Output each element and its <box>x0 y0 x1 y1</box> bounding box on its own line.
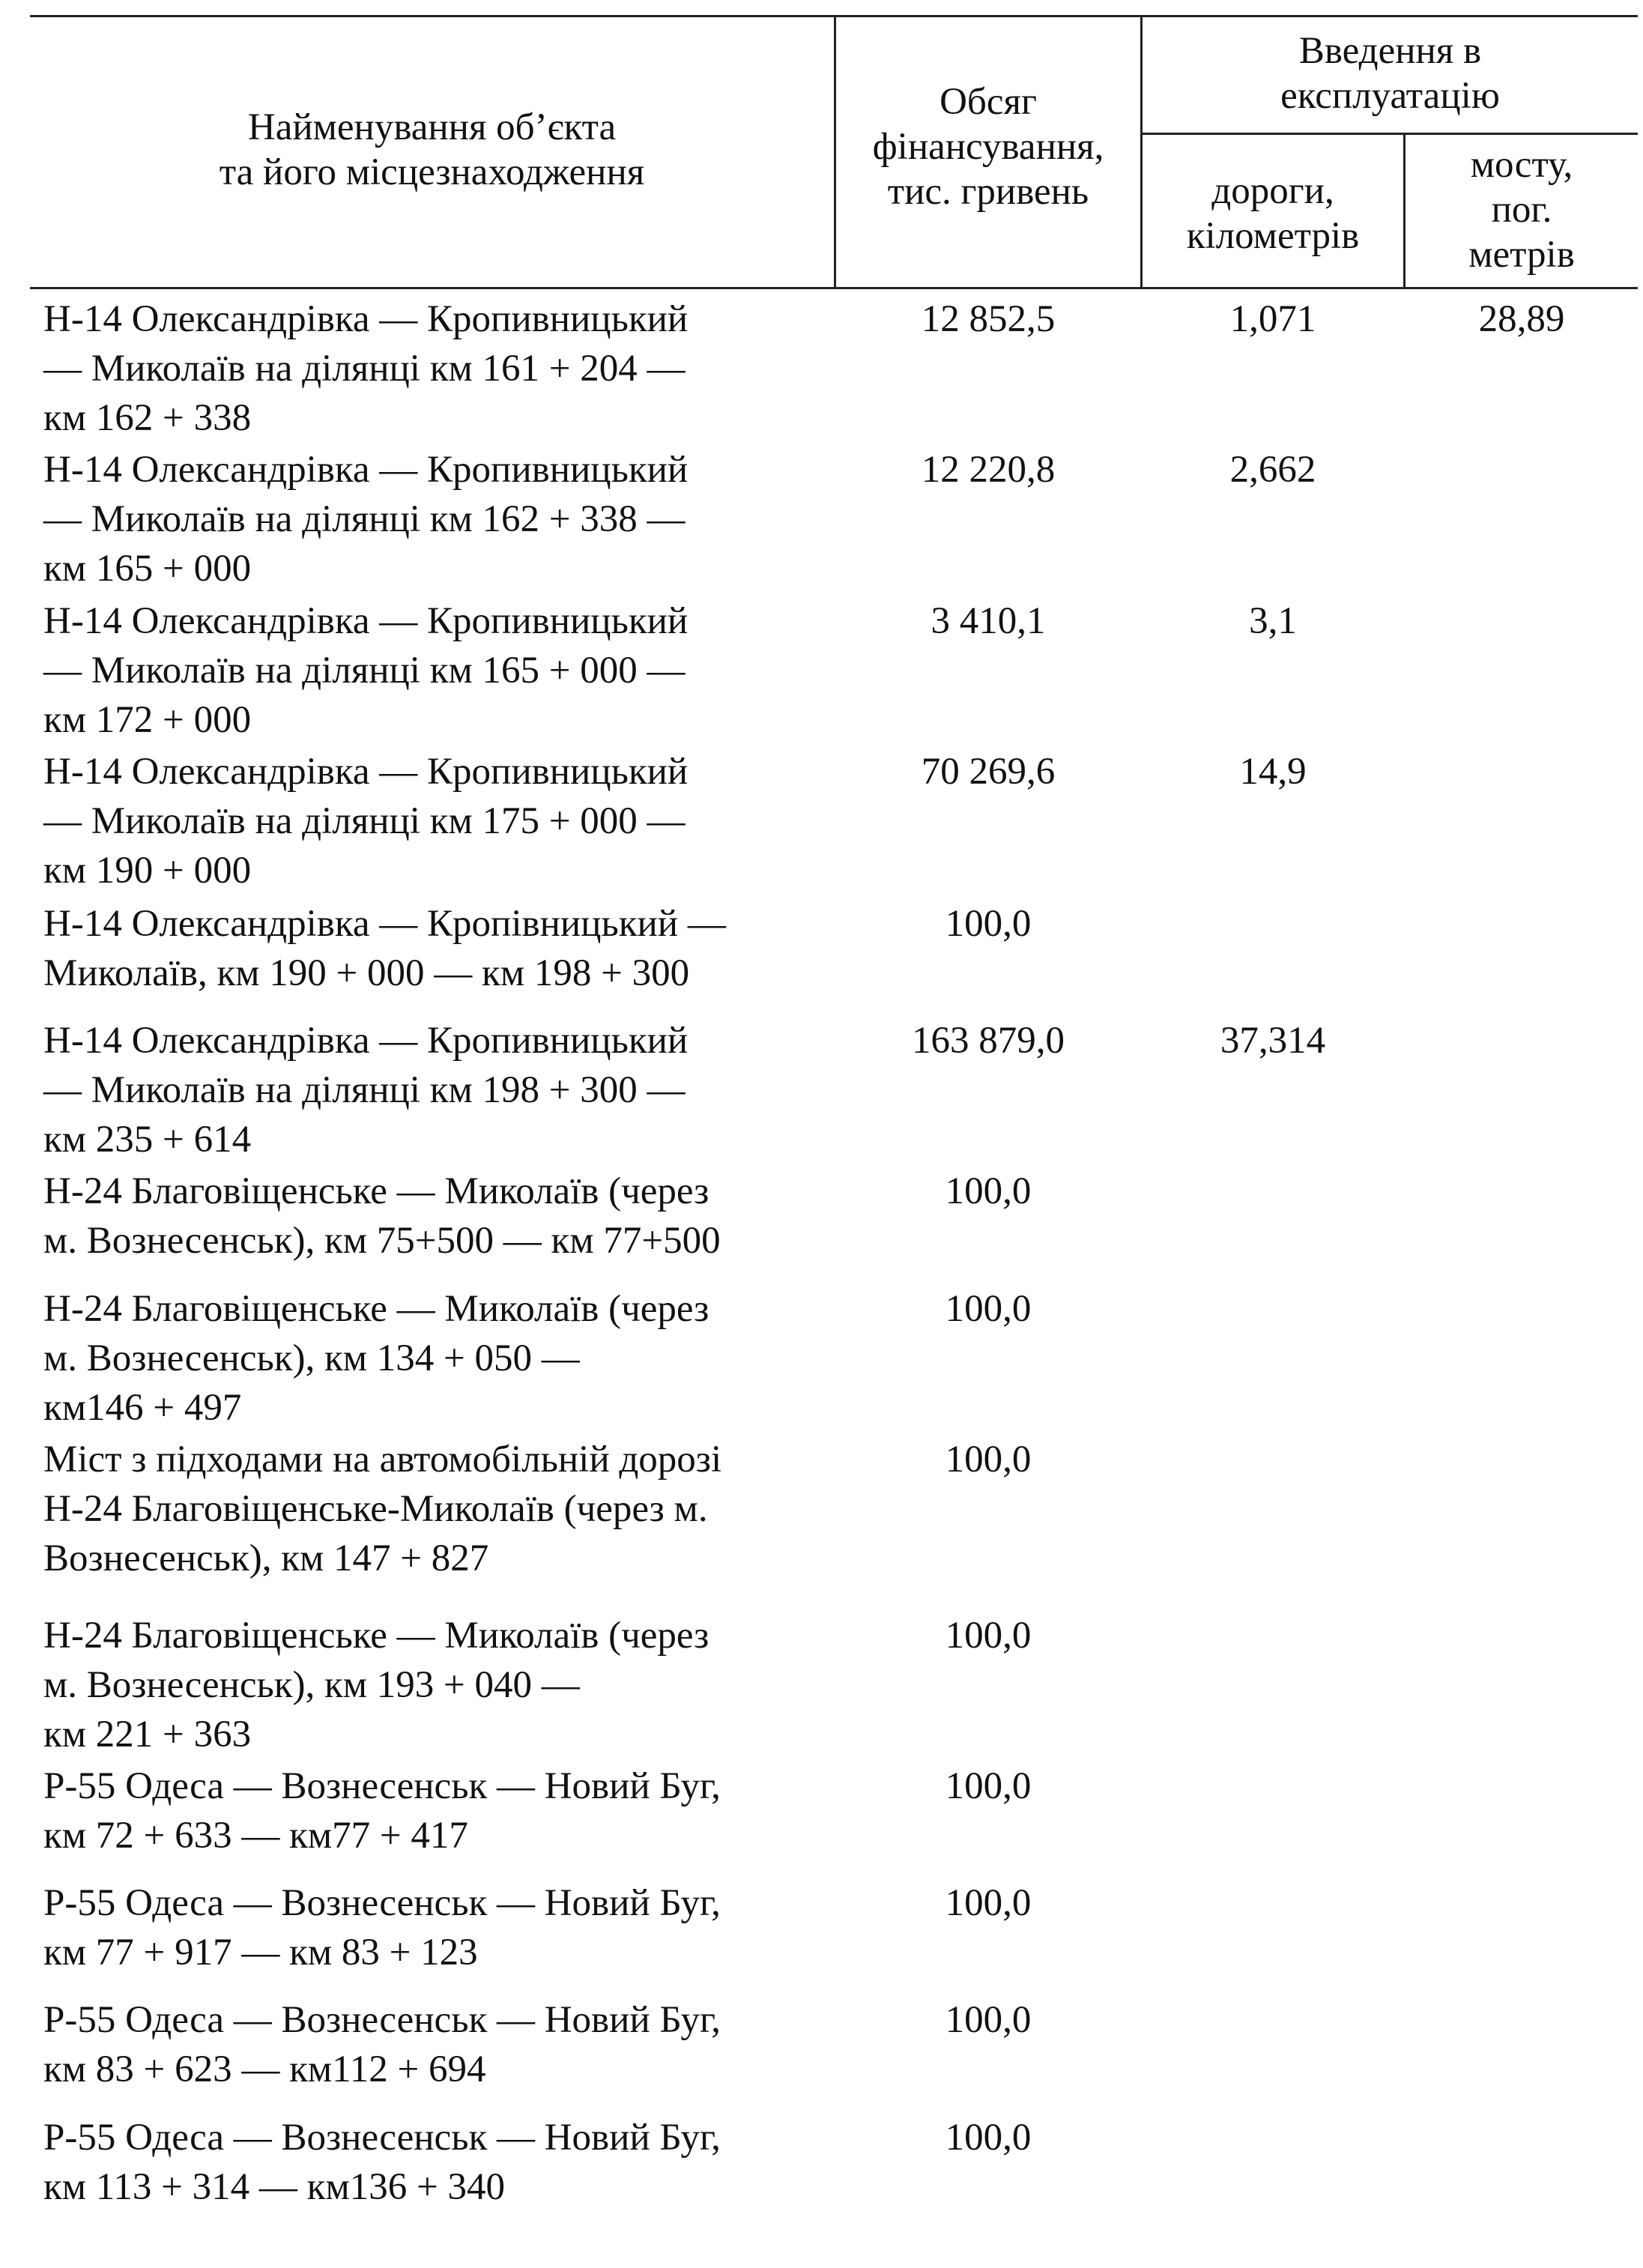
object-name-cell: Н-14 Олександрівка — Кропівницький — Миколаїв, км 190 + 000 — км 198 + 300 <box>43 903 726 994</box>
road-km-cell: 37,314 <box>1220 1020 1326 1062</box>
object-name-cell: Р-55 Одеса — Вознесенськ — Новий Буг, км 77 + 917 — км 83 + 123 <box>43 1882 721 1974</box>
financing-cell: 100,0 <box>945 1999 1032 2041</box>
header-commissioning: Введення в експлуатацію <box>1280 30 1500 117</box>
object-name-cell: Міст з підходами на автомобільній дорозі Н-24 Благовіщенське-Миколаїв (через м. Вознесенськ), км 147 + 827 <box>43 1439 722 1579</box>
financing-cell: 100,0 <box>945 903 1032 945</box>
commissioning-subheader-rule <box>1140 133 1638 135</box>
bridge-m-cell: 28,89 <box>1478 298 1565 340</box>
financing-cell: 12 220,8 <box>921 449 1056 491</box>
object-name-cell: Р-55 Одеса — Вознесенськ — Новий Буг, км 83 + 623 — км112 + 694 <box>43 1999 721 2090</box>
object-name-cell: Н-24 Благовіщенське — Миколаїв (через м. Вознесенськ), км 75+500 — км 77+500 <box>43 1170 721 1262</box>
financing-cell: 163 879,0 <box>912 1020 1065 1062</box>
object-name-cell: Н-24 Благовіщенське — Миколаїв (через м. Вознесенськ), км 134 + 050 — км146 + 497 <box>43 1288 709 1429</box>
header-road-km: дороги, кілометрів <box>1186 170 1360 257</box>
financing-cell: 100,0 <box>945 1439 1032 1481</box>
header-object-name: Найменування об’єкта та його місцезнаходження <box>219 106 645 193</box>
financing-cell: 100,0 <box>945 1882 1032 1924</box>
financing-cell: 3 410,1 <box>931 600 1046 642</box>
financing-cell: 100,0 <box>945 1765 1032 1807</box>
object-name-cell: Н-14 Олександрівка — Кропивницький — Миколаїв на ділянці км 161 + 204 — км 162 + 338 <box>43 298 689 439</box>
road-km-cell: 3,1 <box>1249 600 1297 642</box>
road-km-cell: 1,071 <box>1229 298 1316 340</box>
financing-cell: 100,0 <box>945 1170 1032 1212</box>
object-name-cell: Р-55 Одеса — Вознесенськ — Новий Буг, км 113 + 314 — км136 + 340 <box>43 2117 721 2208</box>
object-name-cell: Р-55 Одеса — Вознесенськ — Новий Буг, км 72 + 633 — км77 + 417 <box>43 1765 721 1857</box>
financing-cell: 12 852,5 <box>921 298 1056 340</box>
road-km-cell: 14,9 <box>1239 751 1307 793</box>
object-name-cell: Н-14 Олександрівка — Кропивницький — Миколаїв на ділянці км 175 + 000 — км 190 + 000 <box>43 751 689 892</box>
object-name-cell: Н-24 Благовіщенське — Миколаїв (через м. Вознесенськ), км 193 + 040 — км 221 + 363 <box>43 1615 709 1756</box>
financing-cell: 70 269,6 <box>921 751 1056 793</box>
header-bridge-m: мосту, пог. метрів <box>1468 144 1575 276</box>
financing-cell: 100,0 <box>945 1615 1032 1657</box>
road-km-cell: 2,662 <box>1229 449 1316 491</box>
financing-cell: 100,0 <box>945 1288 1032 1330</box>
object-name-cell: Н-14 Олександрівка — Кропивницький — Миколаїв на ділянці км 165 + 000 — км 172 + 000 <box>43 600 689 741</box>
financing-cell: 100,0 <box>945 2117 1032 2159</box>
object-name-cell: Н-14 Олександрівка — Кропивницький — Миколаїв на ділянці км 198 + 300 — км 235 + 614 <box>43 1020 689 1161</box>
object-name-cell: Н-14 Олександрівка — Кропивницький — Миколаїв на ділянці км 162 + 338 — км 165 + 000 <box>43 449 689 590</box>
header-financing: Обсяг фінансування, тис. гривень <box>872 81 1104 213</box>
